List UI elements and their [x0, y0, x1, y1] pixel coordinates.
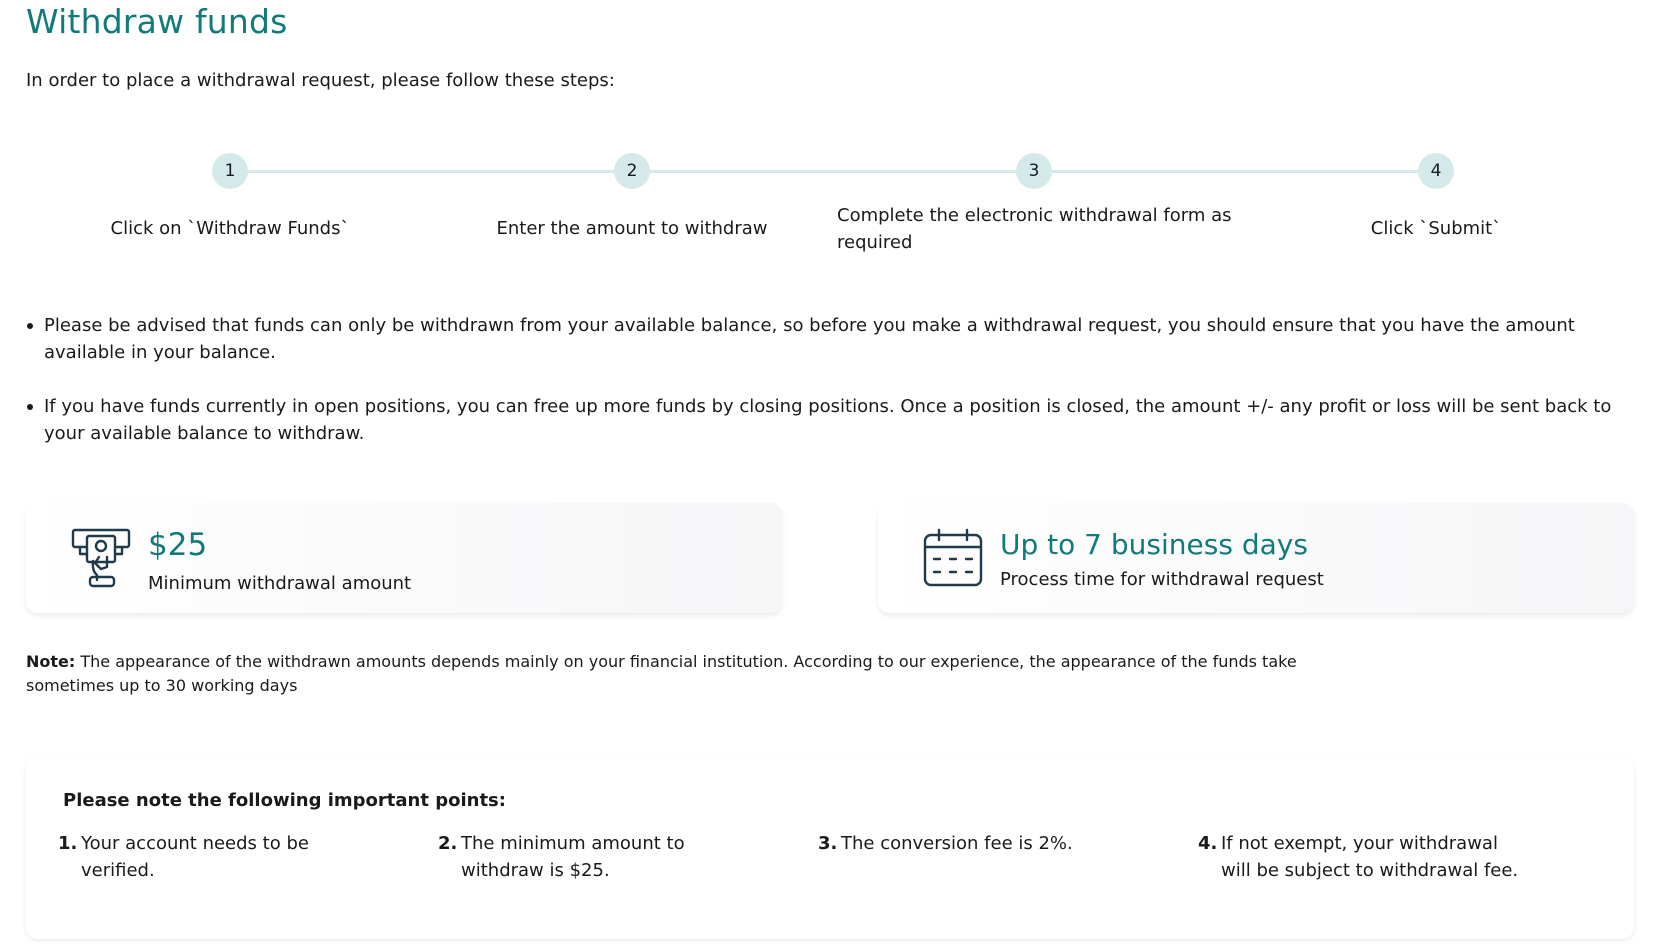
calendar-icon	[922, 527, 984, 589]
step-label: Click on `Withdraw Funds`	[110, 218, 350, 239]
advisory-bullets	[26, 312, 1626, 474]
important-point	[58, 830, 381, 884]
process-time-card	[878, 503, 1634, 613]
step-number: 2	[614, 153, 650, 189]
minimum-amount-caption: Minimum withdrawal amount	[148, 573, 412, 594]
process-time-value: Up to 7 business days	[1000, 528, 1308, 561]
process-time-caption: Process time for withdrawal request	[1000, 569, 1324, 590]
important-points-panel	[26, 756, 1634, 939]
important-points-title: Please note the following important points:	[63, 790, 506, 811]
page-title: Withdraw funds	[26, 2, 288, 41]
note-label: Note:	[26, 652, 76, 671]
withdrawal-steps	[0, 150, 1662, 260]
minimum-amount-value: $25	[148, 527, 208, 563]
point-number: 4.	[1198, 833, 1218, 854]
bullet-item: If you have funds currently in open positions, you can free up more funds by closing positions. Once a position is closed, the amount +/- any profit or loss will be sent back to your available balance to withdraw.	[26, 393, 1626, 447]
important-point	[1198, 830, 1521, 884]
important-point	[438, 830, 761, 884]
step-label: Complete the electronic withdrawal form as required	[837, 205, 1232, 253]
step-label: Enter the amount to withdraw	[496, 218, 768, 239]
step-label: Click `Submit`	[1370, 218, 1502, 239]
bullet-item: Please be advised that funds can only be withdrawn from your available balance, so before you make a withdrawal request, you should ensure that you have the amount available in your balance.	[26, 312, 1626, 366]
point-text: The conversion fee is 2%.	[841, 833, 1073, 854]
step-number: 1	[212, 153, 248, 189]
point-text: If not exempt, your withdrawal will be subject to withdrawal fee.	[1221, 833, 1519, 881]
important-point	[818, 830, 1141, 857]
point-number: 3.	[818, 833, 838, 854]
step-number: 3	[1016, 153, 1052, 189]
minimum-amount-card	[26, 503, 782, 613]
intro-text: In order to place a withdrawal request, please follow these steps:	[26, 70, 615, 91]
step-number: 4	[1418, 153, 1454, 189]
point-number: 1.	[58, 833, 78, 854]
point-text: The minimum amount to withdraw is $25.	[461, 833, 685, 881]
note-text	[26, 650, 1386, 698]
point-text: Your account needs to be verified.	[81, 833, 309, 881]
steps-track	[227, 170, 1434, 173]
point-number: 2.	[438, 833, 458, 854]
note-body: The appearance of the withdrawn amounts depends mainly on your financial institution. According to our experience, the appearance of the funds take sometimes up to 30 working days	[26, 652, 1297, 695]
atm-cash-icon	[70, 527, 132, 589]
